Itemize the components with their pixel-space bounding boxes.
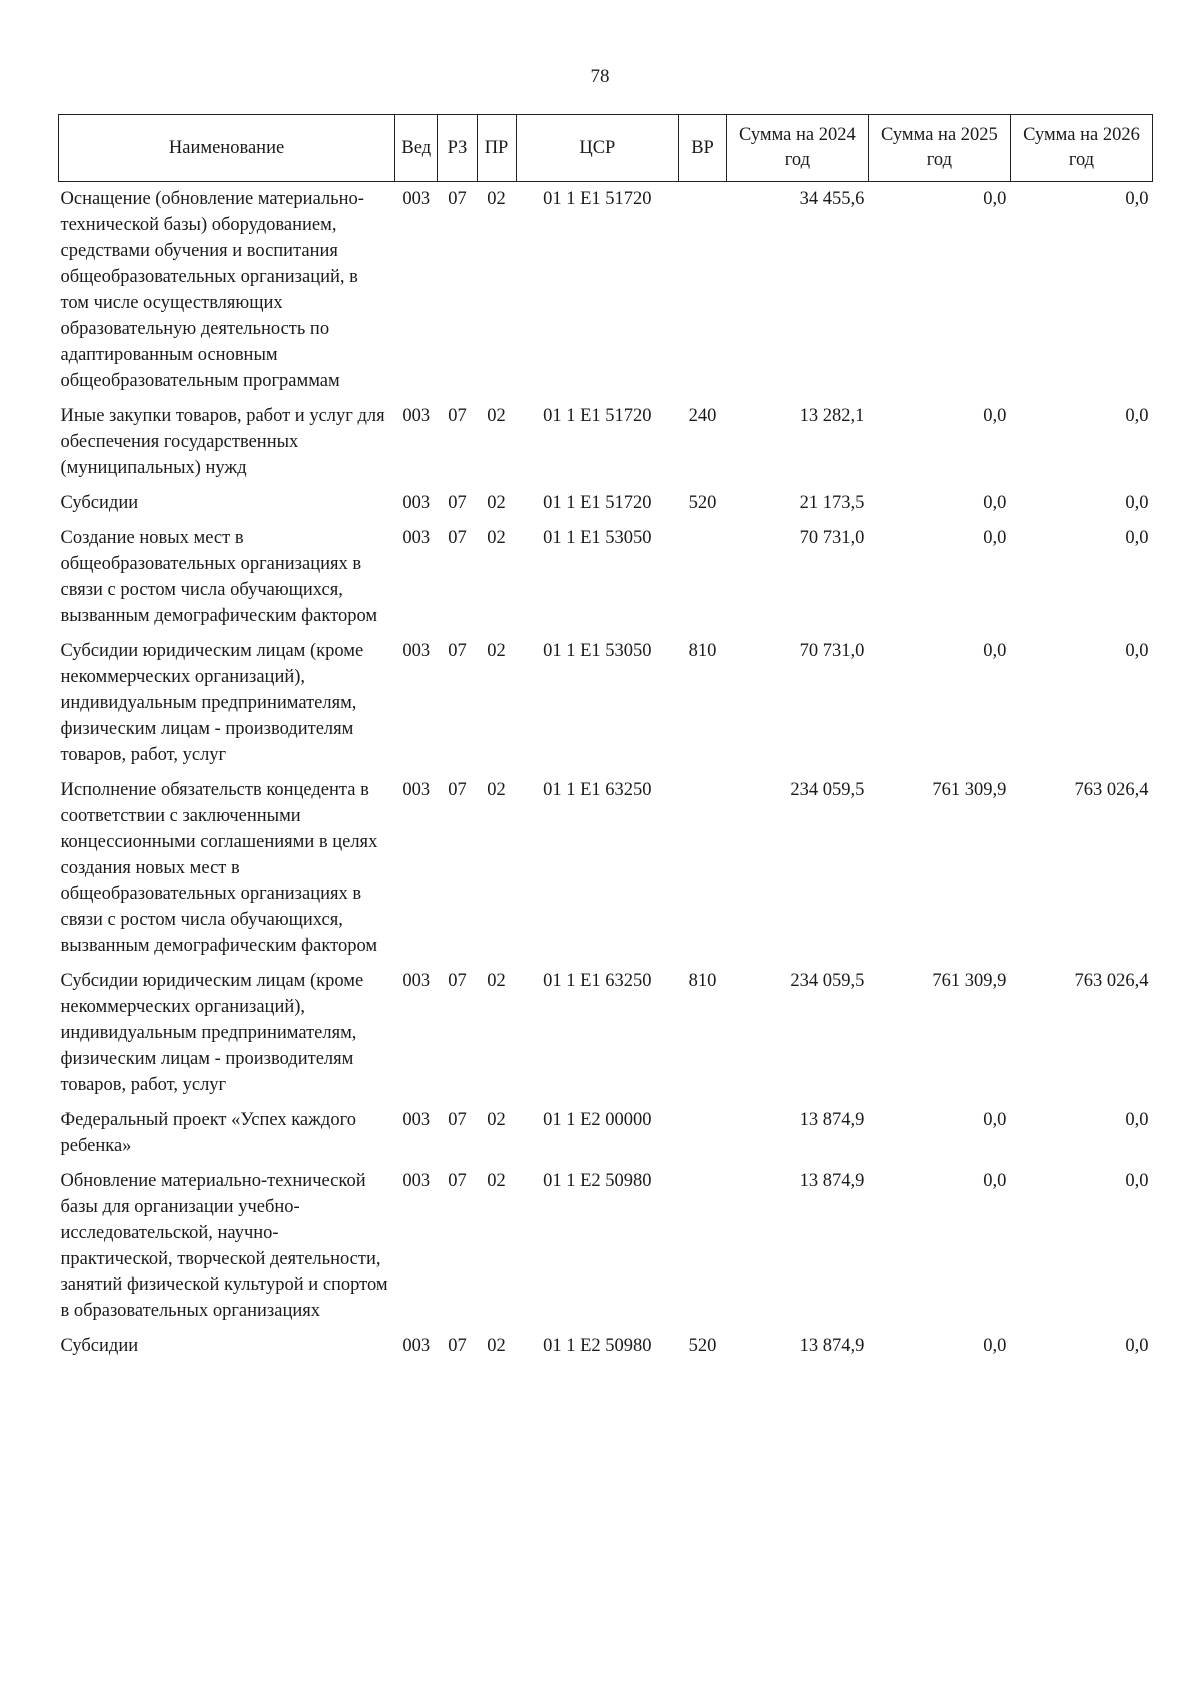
table-row <box>59 521 1153 634</box>
row-csr: 01 1 E1 63250 <box>543 971 652 991</box>
row-vr: 520 <box>688 493 717 513</box>
row-sum-2025: 0,0 <box>983 641 1007 661</box>
header-sum-2025: Сумма на 2025 год <box>868 115 1010 182</box>
row-vr <box>679 182 727 400</box>
row-sum-2024: 13 874,9 <box>799 1171 865 1191</box>
row-name: Оснащение (обновление материально-технической базы) оборудованием, средствами обучения и воспитания общеобразовательных организаций, в том числе осуществляющих образовательную деятельность по адаптированным основным общеобразовательным программам <box>60 189 364 391</box>
table-row <box>59 634 1153 773</box>
row-csr: 01 1 E1 51720 <box>543 189 652 209</box>
row-csr: 01 1 E2 50980 <box>543 1336 652 1356</box>
header-vr: ВР <box>679 115 727 182</box>
row-sum-2025: 0,0 <box>983 406 1007 426</box>
row-name: Иные закупки товаров, работ и услуг для обеспечения государственных (муниципальных) нужд <box>60 406 385 478</box>
row-pr: 02 <box>487 641 506 661</box>
table-row <box>59 182 1153 400</box>
row-pr: 02 <box>487 493 506 513</box>
row-sum-2026: 763 026,4 <box>1074 780 1149 800</box>
row-rz: 07 <box>448 641 467 661</box>
row-pr: 02 <box>487 780 506 800</box>
row-name: Обновление материально-технической базы для организации учебно-исследовательской, научно-практической, творческой деятельности, занятий физической культурой и спортом в образовательных организациях <box>60 1171 388 1321</box>
row-name: Федеральный проект «Успех каждого ребенка» <box>60 1110 356 1156</box>
row-ved: 003 <box>402 641 431 661</box>
row-sum-2024: 70 731,0 <box>799 528 865 548</box>
row-pr: 02 <box>487 971 506 991</box>
row-vr <box>679 773 727 964</box>
table-row <box>59 486 1153 521</box>
row-sum-2026: 0,0 <box>1125 1336 1149 1356</box>
row-sum-2025: 0,0 <box>983 1336 1007 1356</box>
row-sum-2025: 0,0 <box>983 1110 1007 1130</box>
row-sum-2026: 0,0 <box>1125 528 1149 548</box>
row-sum-2025: 761 309,9 <box>932 971 1007 991</box>
row-ved: 003 <box>402 493 431 513</box>
row-rz: 07 <box>448 406 467 426</box>
row-ved: 003 <box>402 528 431 548</box>
budget-table <box>58 114 1153 1364</box>
table-header-row <box>59 115 1153 182</box>
row-vr: 810 <box>688 971 717 991</box>
row-name: Субсидии <box>60 493 139 513</box>
row-ved: 003 <box>402 1336 431 1356</box>
row-sum-2026: 0,0 <box>1125 641 1149 661</box>
row-rz: 07 <box>448 493 467 513</box>
row-sum-2025: 761 309,9 <box>932 780 1007 800</box>
row-name: Субсидии юридическим лицам (кроме некоммерческих организаций), индивидуальным предпринимателям, физическим лицам - производителям товаров, работ, услуг <box>60 971 364 1095</box>
row-pr: 02 <box>487 1336 506 1356</box>
row-ved: 003 <box>402 1110 431 1130</box>
row-name: Субсидии <box>60 1336 139 1356</box>
row-sum-2024: 13 282,1 <box>799 406 865 426</box>
row-rz: 07 <box>448 780 467 800</box>
row-csr: 01 1 E2 00000 <box>543 1110 652 1130</box>
table-row <box>59 1103 1153 1164</box>
page-number: 78 <box>590 66 610 87</box>
row-name: Исполнение обязательств концедента в соответствии с заключенными концессионными соглашениями в целях создания новых мест в общеобразовательных организациях в связи с ростом числа обучающихся, вызванным демографическим фактором <box>60 780 378 956</box>
row-name: Создание новых мест в общеобразовательных организациях в связи с ростом числа обучающихся, вызванным демографическим фактором <box>60 528 378 626</box>
row-rz: 07 <box>448 1110 467 1130</box>
header-sum-2024: Сумма на 2024 год <box>726 115 868 182</box>
row-vr <box>679 521 727 634</box>
header-csr: ЦСР <box>516 115 679 182</box>
row-rz: 07 <box>448 1336 467 1356</box>
header-rz: РЗ <box>438 115 477 182</box>
row-csr: 01 1 E2 50980 <box>543 1171 652 1191</box>
row-sum-2026: 0,0 <box>1125 406 1149 426</box>
row-ved: 003 <box>402 406 431 426</box>
row-pr: 02 <box>487 1110 506 1130</box>
row-ved: 003 <box>402 1171 431 1191</box>
row-sum-2025: 0,0 <box>983 493 1007 513</box>
row-rz: 07 <box>448 1171 467 1191</box>
row-sum-2026: 0,0 <box>1125 1110 1149 1130</box>
row-sum-2025: 0,0 <box>983 1171 1007 1191</box>
table-row <box>59 399 1153 486</box>
row-vr <box>679 1103 727 1164</box>
row-sum-2026: 0,0 <box>1125 1171 1149 1191</box>
table-row <box>59 1164 1153 1329</box>
row-csr: 01 1 E1 53050 <box>543 641 652 661</box>
row-rz: 07 <box>448 528 467 548</box>
row-sum-2024: 234 059,5 <box>790 780 865 800</box>
row-csr: 01 1 E1 63250 <box>543 780 652 800</box>
row-pr: 02 <box>487 1171 506 1191</box>
header-pr: ПР <box>477 115 516 182</box>
row-vr: 810 <box>688 641 717 661</box>
row-csr: 01 1 E1 53050 <box>543 528 652 548</box>
row-rz: 07 <box>448 189 467 209</box>
row-sum-2026: 763 026,4 <box>1074 971 1149 991</box>
table-row <box>59 964 1153 1103</box>
row-sum-2025: 0,0 <box>983 528 1007 548</box>
row-sum-2024: 13 874,9 <box>799 1336 865 1356</box>
row-vr <box>679 1164 727 1329</box>
row-sum-2024: 70 731,0 <box>799 641 865 661</box>
row-pr: 02 <box>487 528 506 548</box>
row-csr: 01 1 E1 51720 <box>543 406 652 426</box>
row-rz: 07 <box>448 971 467 991</box>
row-ved: 003 <box>402 780 431 800</box>
row-pr: 02 <box>487 189 506 209</box>
row-sum-2024: 21 173,5 <box>799 493 865 513</box>
row-sum-2026: 0,0 <box>1125 189 1149 209</box>
row-ved: 003 <box>402 971 431 991</box>
table-row <box>59 1329 1153 1364</box>
row-sum-2024: 34 455,6 <box>799 189 865 209</box>
header-sum-2026: Сумма на 2026 год <box>1010 115 1152 182</box>
row-sum-2025: 0,0 <box>983 189 1007 209</box>
row-sum-2024: 13 874,9 <box>799 1110 865 1130</box>
row-csr: 01 1 E1 51720 <box>543 493 652 513</box>
table-body <box>59 182 1153 1365</box>
table-row <box>59 773 1153 964</box>
row-vr: 520 <box>688 1336 717 1356</box>
row-name: Субсидии юридическим лицам (кроме некоммерческих организаций), индивидуальным предпринимателям, физическим лицам - производителям товаров, работ, услуг <box>60 641 364 765</box>
row-pr: 02 <box>487 406 506 426</box>
header-name: Наименование <box>59 115 395 182</box>
row-sum-2026: 0,0 <box>1125 493 1149 513</box>
row-ved: 003 <box>402 189 431 209</box>
row-vr: 240 <box>688 406 717 426</box>
header-ved: Вед <box>395 115 438 182</box>
row-sum-2024: 234 059,5 <box>790 971 865 991</box>
